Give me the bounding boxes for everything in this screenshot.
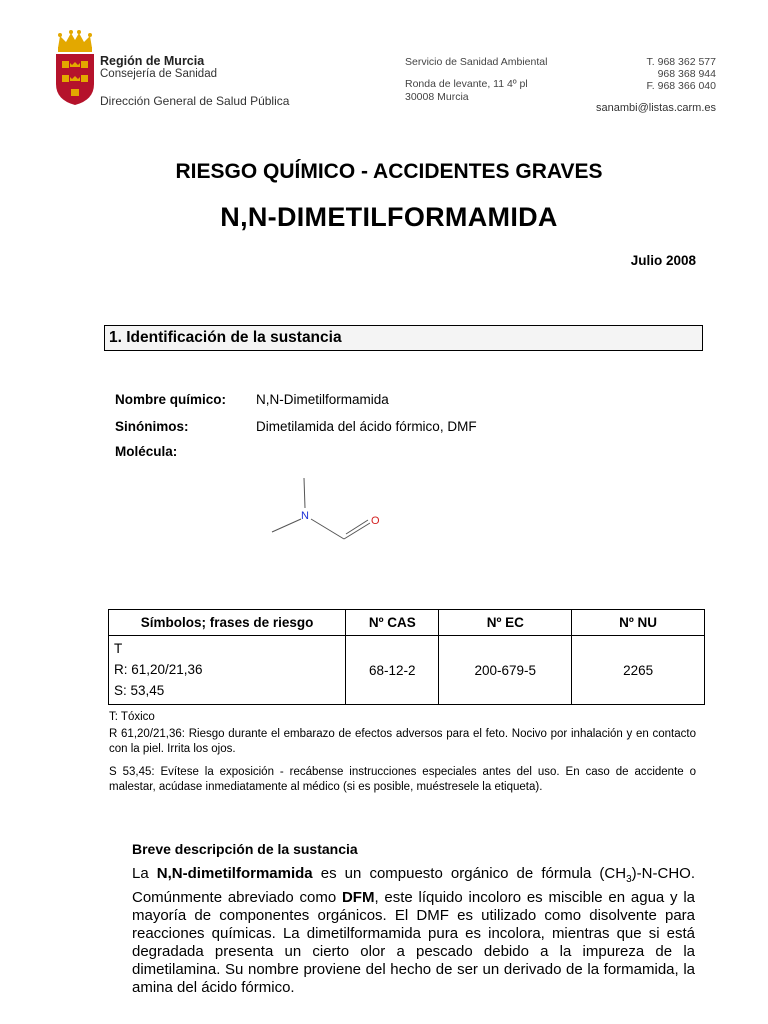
header-nu: Nº NU bbox=[572, 610, 705, 636]
header-symbols: Símbolos; frases de riesgo bbox=[109, 610, 346, 636]
bond-n-c bbox=[311, 519, 344, 539]
symbol-line: T bbox=[114, 641, 123, 656]
oxygen-atom: O bbox=[371, 515, 380, 527]
desc-substance-bold: N,N-dimetilformamida bbox=[156, 865, 313, 882]
contact-email[interactable]: sanambi@listas.carm.es bbox=[596, 102, 716, 114]
org-directorate: Dirección General de Salud Pública bbox=[100, 94, 290, 108]
risk-table bbox=[108, 609, 705, 705]
chemical-name-value: N,N-Dimetilformamida bbox=[256, 392, 389, 407]
phone-2: 968 368 944 bbox=[657, 68, 716, 80]
table-row bbox=[109, 636, 705, 705]
nitrogen-atom: N bbox=[301, 510, 309, 522]
chemical-name-label: Nombre químico: bbox=[115, 392, 227, 407]
bond-c-o-2 bbox=[346, 520, 368, 534]
bond-methyl-left bbox=[272, 519, 301, 532]
desc-abbrev-bold: DFM bbox=[341, 889, 375, 906]
desc-text: , este líquido incoloro es miscible en agua y la mayoría de componentes orgánicos. El DMF es utilizado como disolvente para reacciones químicas. La dimetilformamida pura es incolora, mientras que si está degradada presenta un cierto olor a pescado debido a la impureza de la dimetilamina. Su nombre proviene del hecho de ser un derivado de la formamida, la amina del ácido fórmico. bbox=[132, 889, 695, 996]
service-name: Servicio de Sanidad Ambiental bbox=[405, 56, 548, 68]
org-name: Región de Murcia bbox=[100, 54, 205, 68]
molecule-structure bbox=[262, 470, 392, 550]
fax: F. 968 366 040 bbox=[646, 80, 716, 92]
substance-title: N,N-DIMETILFORMAMIDA bbox=[220, 202, 558, 232]
region-murcia-logo bbox=[52, 28, 98, 106]
crown-icon bbox=[58, 33, 92, 48]
desc-text: La bbox=[132, 865, 157, 882]
cell-ec: 200-679-5 bbox=[439, 636, 572, 705]
org-department: Consejería de Sanidad bbox=[100, 68, 217, 80]
desc-text: )-N-CHO. Comúnmente abreviado como bbox=[132, 865, 695, 906]
address-line1: Ronda de levante, 11 4º pl bbox=[405, 78, 528, 90]
bond-methyl-top bbox=[304, 478, 305, 508]
bond-c-o-1 bbox=[344, 523, 370, 539]
table-header-row bbox=[109, 610, 705, 636]
molecule-label: Molécula: bbox=[115, 444, 178, 459]
document-date: Julio 2008 bbox=[630, 253, 696, 268]
note-toxic: T: Tóxico bbox=[109, 711, 155, 723]
phone-1: T. 968 362 577 bbox=[646, 56, 716, 68]
description-paragraph bbox=[132, 865, 695, 997]
cell-cas: 68-12-2 bbox=[346, 636, 439, 705]
cell-symbols bbox=[109, 636, 346, 705]
contact-phones bbox=[600, 56, 716, 92]
note-safety-phrases: S 53,45: Evítese la exposición - recábense instrucciones especiales antes del uso. En caso de accidente o malestar, acúdase inmediatamente al médico (si es posible, muéstresele la etiqueta). bbox=[109, 766, 696, 793]
desc-subscript: 3 bbox=[626, 874, 632, 885]
synonyms-value: Dimetilamida del ácido fórmico, DMF bbox=[256, 419, 477, 434]
address bbox=[405, 78, 528, 104]
header-ec: Nº EC bbox=[439, 610, 572, 636]
desc-text: es un compuesto orgánico de fórmula (CH bbox=[312, 865, 627, 882]
risk-phrases: R: 61,20/21,36 bbox=[114, 662, 203, 677]
synonyms-label: Sinónimos: bbox=[115, 419, 189, 434]
header-cas: Nº CAS bbox=[346, 610, 439, 636]
section-heading: 1. Identificación de la sustancia bbox=[109, 329, 342, 346]
note-risk-phrases: R 61,20/21,36: Riesgo durante el embarazo de efectos adversos para el feto. Nocivo por inhalación y en contacto con la piel. Irrita los ojos. bbox=[109, 728, 696, 755]
safety-phrases: S: 53,45 bbox=[114, 683, 165, 698]
document-title: RIESGO QUÍMICO - ACCIDENTES GRAVES bbox=[175, 160, 603, 183]
cell-nu: 2265 bbox=[572, 636, 705, 705]
address-line2: 30008 Murcia bbox=[405, 91, 469, 103]
section-heading-box bbox=[104, 325, 703, 351]
description-heading: Breve descripción de la sustancia bbox=[132, 841, 358, 857]
